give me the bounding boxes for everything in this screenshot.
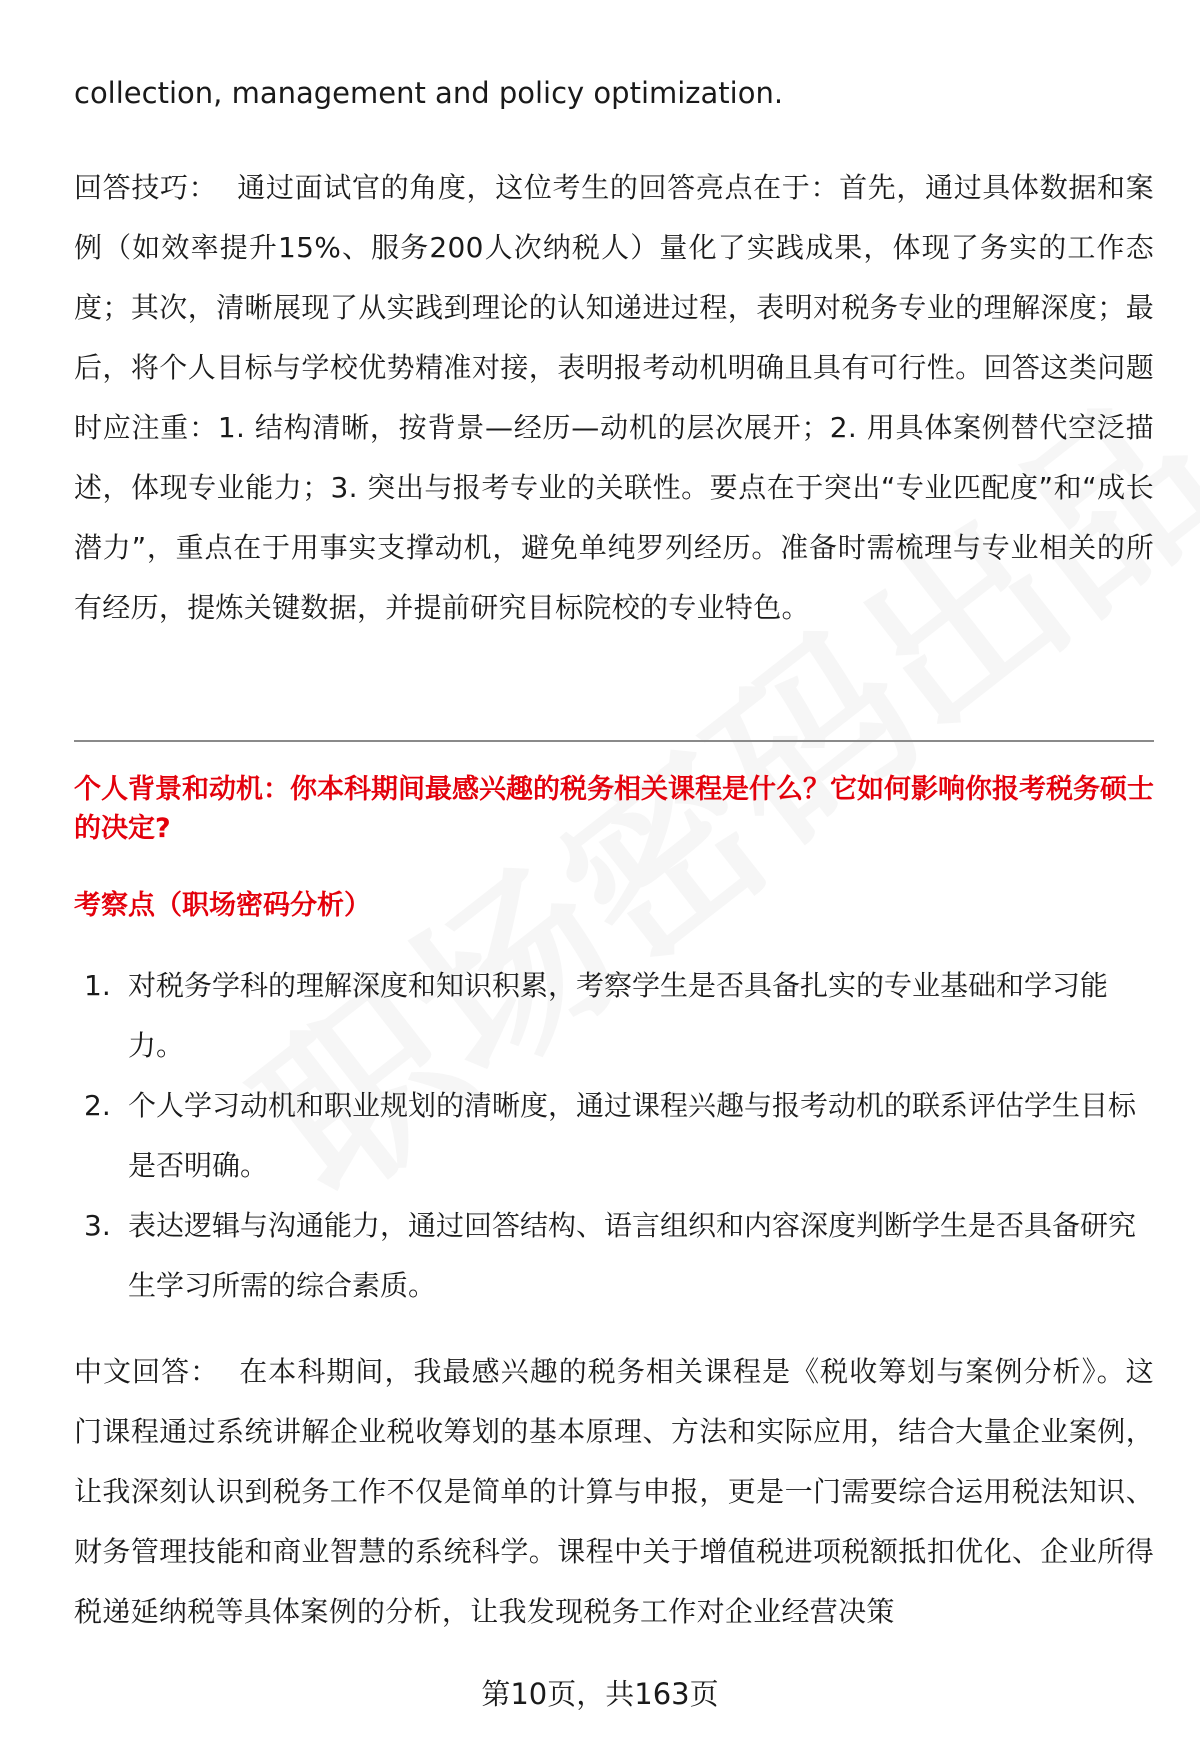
list-item [74, 956, 1154, 1076]
list-item [74, 1076, 1154, 1196]
list-item-number: 1. [84, 969, 111, 1002]
list-item-number: 2. [84, 1089, 111, 1122]
page-number-footer: 第10页，共163页 [481, 1677, 719, 1711]
list-item-text: 个人学习动机和职业规划的清晰度，通过课程兴趣与报考动机的联系评估学生目标是否明确。 [128, 1089, 1137, 1182]
section-divider [74, 740, 1154, 742]
chinese-answer-label: 中文回答： [74, 1355, 220, 1388]
chinese-answer-text: 在本科期间，我最感兴趣的税务相关课程是《税收筹划与案例分析》。这门课程通过系统讲解企业税收筹划的基本原理、方法和实际应用，结合大量企业案例，让我深刻认识到税务工作不仅是简单的计算与申报，更是一门需要综合运用税法知识、财务管理技能和商业智慧的系统科学。课程中关于增值税进项税额抵扣优化、企业所得税递延纳税等具体案例的分析，让我发现税务工作对企业经营决策 [74, 1355, 1154, 1628]
assessment-points-heading: 考察点（职场密码分析） [74, 890, 371, 921]
answer-tips-paragraph [74, 158, 1154, 638]
answer-tips-label: 回答技巧： [74, 171, 218, 204]
question-heading: 个人背景和动机：你本科期间最感兴趣的税务相关课程是什么？它如何影响你报考税务硕士的决定? [74, 774, 1154, 844]
answer-tips-text: 通过面试官的角度，这位考生的回答亮点在于：首先，通过具体数据和案例（如效率提升15%、服务200人次纳税人）量化了实践成果，体现了务实的工作态度；其次，清晰展现了从实践到理论的认知递进过程，表明对税务专业的理解深度；最后，将个人目标与学校优势精准对接，表明报考动机明确且具有可行性。回答这类问题时应注重：1. 结构清晰，按背景—经历—动机的层次展开；2. 用具体案例替代空泛描述，体现专业能力；3. 突出与报考专业的关联性。要点在于突出“专业匹配度”和“成长潜力”，重点在于用事实支撑动机，避免单纯罗列经历。准备时需梳理与专业相关的所有经历，提炼关键数据，并提前研究目标院校的专业特色。 [74, 171, 1154, 624]
list-item [74, 1196, 1154, 1316]
chinese-answer-paragraph [74, 1342, 1154, 1642]
continued-text-line: collection, management and policy optimization. [74, 76, 784, 110]
assessment-points-list [74, 956, 1154, 1316]
list-item-number: 3. [84, 1209, 111, 1242]
list-item-text: 对税务学科的理解深度和知识积累，考察学生是否具备扎实的专业基础和学习能力。 [128, 969, 1109, 1062]
list-item-text: 表达逻辑与沟通能力，通过回答结构、语言组织和内容深度判断学生是否具备研究生学习所需的综合素质。 [128, 1209, 1137, 1302]
